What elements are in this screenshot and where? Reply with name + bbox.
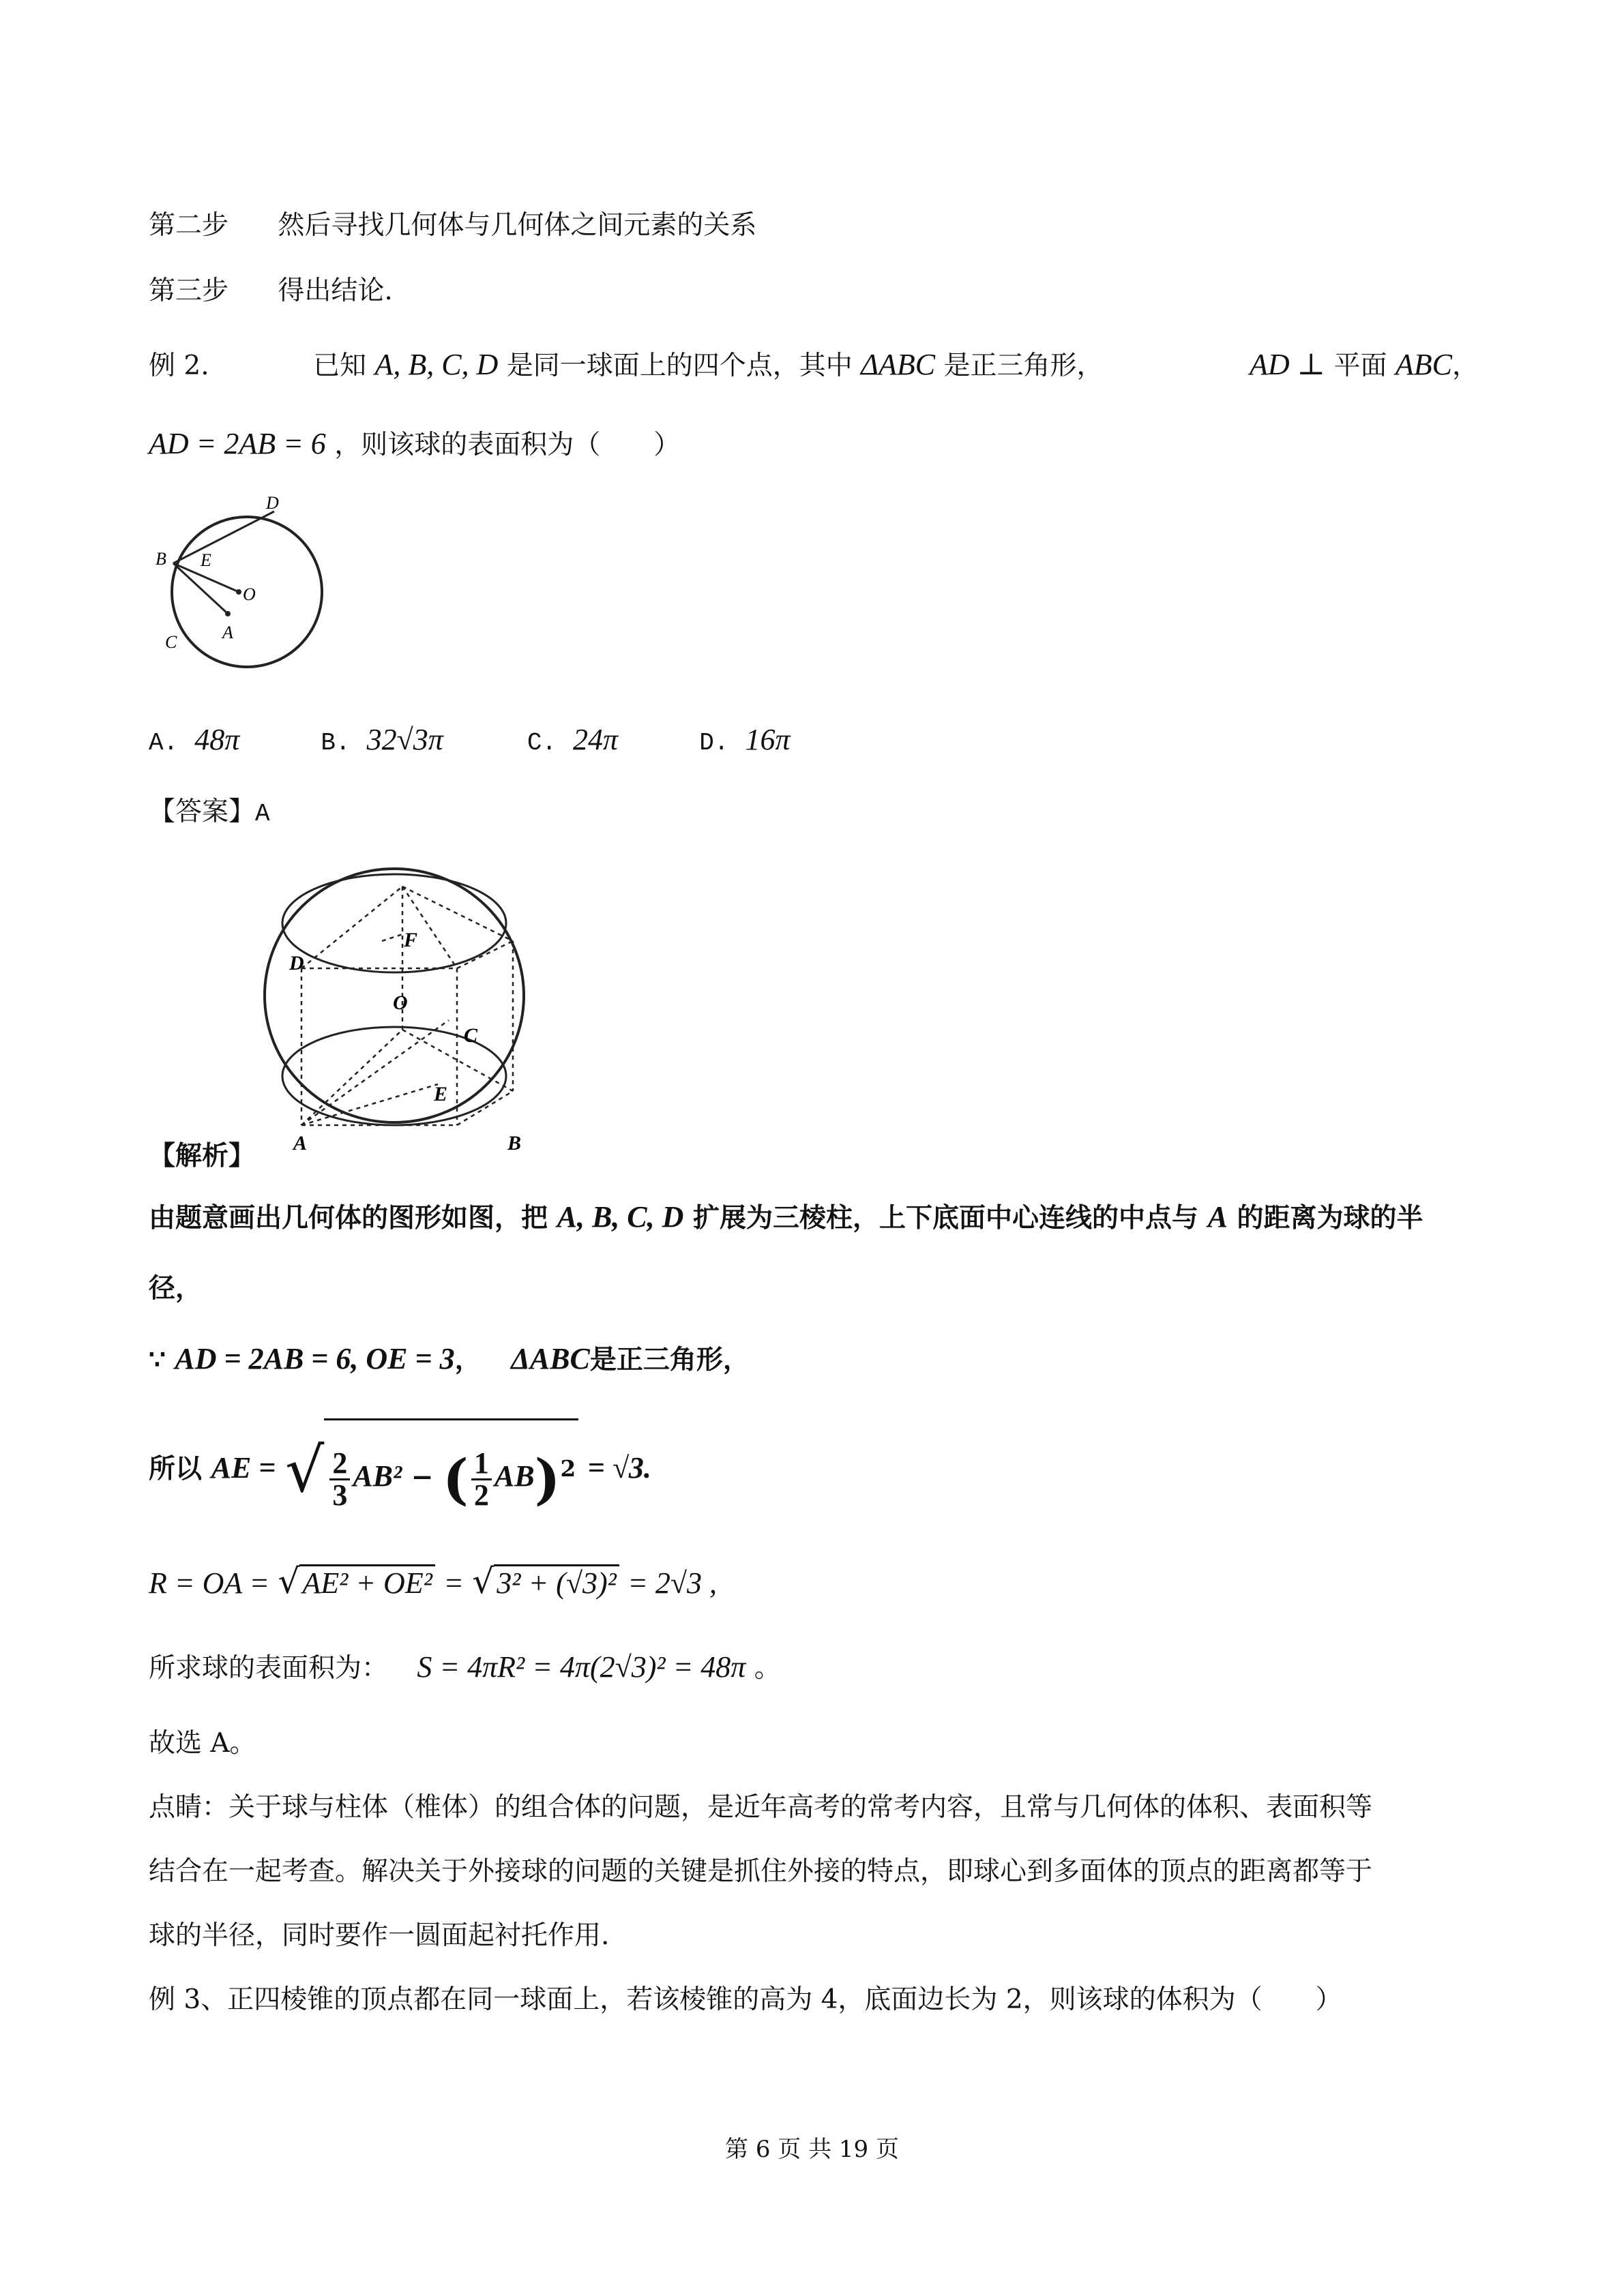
because-symbol: ∵ bbox=[149, 1344, 166, 1375]
stem-question: ，则该球的表面积为（ ） bbox=[334, 430, 681, 460]
s-prefix: 所求球的表面积为： bbox=[149, 1653, 389, 1684]
option-value: 24π bbox=[573, 723, 619, 756]
fig2-label-c: C bbox=[464, 1024, 478, 1047]
stem-comma: ， bbox=[1451, 351, 1479, 381]
stem-plane: 平面 bbox=[1333, 351, 1387, 381]
page-footer: 第 6 页 共 19 页 bbox=[725, 2136, 899, 2163]
fig2-label-o: O bbox=[393, 992, 408, 1014]
because-equation: AD = 2AB = 6, OE = 3 bbox=[175, 1342, 455, 1375]
ae-prefix: 所以 bbox=[149, 1453, 203, 1485]
paren-close: ) bbox=[534, 1447, 561, 1511]
fig1-label-o: O bbox=[243, 584, 256, 604]
option-b bbox=[321, 721, 518, 762]
ae-term1: AB² bbox=[353, 1459, 402, 1493]
remark-line2: 结合在一起考查。解决关于外接球的问题的关键是抓住外接的特点，即球心到多面体的顶点的距离都等于 bbox=[149, 1856, 1373, 1887]
because-triangle: ΔABC bbox=[511, 1342, 590, 1375]
figure-circle-diagram bbox=[147, 490, 338, 694]
fig2-label-b: B bbox=[507, 1132, 522, 1154]
step3-line bbox=[149, 273, 393, 310]
example2-label: 例 2. bbox=[149, 351, 209, 381]
option-d bbox=[699, 721, 863, 762]
fig1-label-a: A bbox=[222, 623, 233, 642]
ae-den2: 2 bbox=[473, 1478, 489, 1512]
stem-text: 是正三角形， bbox=[943, 351, 1104, 381]
analysis-point-a: A bbox=[1207, 1200, 1228, 1234]
option-letter: A. bbox=[149, 729, 179, 757]
r-eq-mid: = bbox=[443, 1566, 464, 1600]
analysis-label: 【解析】 bbox=[149, 1140, 256, 1172]
option-c bbox=[527, 721, 691, 762]
stem-triangle: ΔABC bbox=[861, 348, 936, 381]
fig1-label-d: D bbox=[266, 493, 279, 513]
ae-frac2 bbox=[471, 1448, 492, 1510]
fig2-label-f: F bbox=[404, 929, 418, 951]
sqrt-symbol: √ bbox=[284, 1435, 325, 1506]
analysis-text: 由题意画出几何体的图形如图，把 bbox=[149, 1202, 548, 1234]
r-eq-right: = 2√3 , bbox=[628, 1566, 718, 1600]
ae-term2: AB bbox=[494, 1459, 535, 1493]
ae-radicand: $\frac{2}{3}$ AB² − ( $\frac{1}{2}$ AB)$^2$ bbox=[324, 1418, 578, 1523]
fig1-label-b: B bbox=[156, 549, 166, 569]
step3-text: 得出结论. bbox=[278, 275, 393, 306]
ae-result: = √3. bbox=[587, 1451, 651, 1485]
stem-text: 已知 bbox=[313, 351, 367, 381]
r-sqrt2: 3² + (√3)² bbox=[494, 1564, 619, 1600]
because-text: 是正三角形， bbox=[589, 1344, 750, 1375]
step2-line bbox=[149, 207, 756, 244]
ae-minus: − bbox=[411, 1461, 434, 1493]
r-eq-left: R = OA = bbox=[149, 1566, 270, 1600]
ae-num2: 1 bbox=[471, 1448, 492, 1480]
option-value: 16π bbox=[745, 723, 791, 756]
figure-sphere-prism-diagram bbox=[259, 859, 587, 1173]
option-letter: C. bbox=[527, 729, 557, 757]
answer-value: A bbox=[255, 800, 270, 828]
because-line bbox=[149, 1341, 750, 1378]
option-value: 32√3π bbox=[366, 723, 443, 756]
fig1-label-e: E bbox=[201, 550, 211, 570]
option-a bbox=[149, 721, 312, 762]
r-sqrt1: AE² + OE² bbox=[299, 1564, 434, 1600]
s-equation: S = 4πR² = 4π(2√3)² = 48π bbox=[417, 1650, 746, 1684]
ae-den1: 3 bbox=[332, 1478, 348, 1512]
analysis-text: 的距离为球的半 bbox=[1237, 1202, 1423, 1234]
fig2-label-d: D bbox=[289, 952, 304, 974]
analysis-line1 bbox=[149, 1199, 1423, 1236]
analysis-text: 扩展为三棱柱，上下底面中心连线的中点与 bbox=[693, 1202, 1199, 1234]
ae-num1: 2 bbox=[329, 1448, 350, 1480]
stem-plane-name: ABC bbox=[1395, 348, 1452, 381]
ae-lhs: AE = bbox=[211, 1451, 276, 1485]
example3-line: 例 3、正四棱锥的顶点都在同一球面上，若该棱锥的高为 4，底面边长为 2，则该球的体积为（ ） bbox=[149, 1984, 1342, 2015]
option-letter: D. bbox=[699, 729, 729, 757]
step3-label: 第三步 bbox=[149, 275, 229, 306]
analysis-line2: 径， bbox=[149, 1272, 203, 1304]
answer-label: 【答案】 bbox=[149, 796, 256, 827]
paren-open: ( bbox=[443, 1447, 469, 1511]
conclusion-line: 故选 A。 bbox=[149, 1728, 256, 1759]
answer-line bbox=[149, 794, 270, 833]
because-sep: ， bbox=[454, 1344, 482, 1375]
example2-stem-line1 bbox=[149, 346, 1479, 385]
ae-formula bbox=[149, 1418, 651, 1514]
option-letter: B. bbox=[321, 729, 351, 757]
remark-line1: 点睛：关于球与柱体（椎体）的组合体的问题，是近年高考的常考内容，且常与几何体的体积、表面积等 bbox=[149, 1792, 1373, 1823]
analysis-points: A, B, C, D bbox=[557, 1200, 684, 1234]
stem-perp: AD ⊥ bbox=[1250, 348, 1326, 381]
stem-points: A, B, C, D bbox=[374, 348, 499, 381]
stem-condition: AD = 2AB = 6 bbox=[149, 427, 326, 460]
fig2-label-a: A bbox=[293, 1132, 308, 1154]
option-value: 48π bbox=[194, 723, 240, 756]
stem-perp-group bbox=[1250, 346, 1479, 385]
options-row bbox=[149, 721, 863, 762]
s-end: 。 bbox=[754, 1653, 781, 1684]
s-formula bbox=[149, 1649, 781, 1687]
fig1-label-c: C bbox=[165, 632, 177, 652]
stem-text: 是同一球面上的四个点，其中 bbox=[506, 351, 853, 381]
ae-frac1 bbox=[329, 1448, 350, 1510]
fig2-label-e: E bbox=[434, 1083, 448, 1105]
step2-text: 然后寻找几何体与几何体之间元素的关系 bbox=[278, 210, 757, 241]
example2-stem-line2 bbox=[149, 426, 680, 464]
step2-label: 第二步 bbox=[149, 210, 229, 241]
remark-line3: 球的半径，同时要作一圆面起衬托作用. bbox=[149, 1920, 610, 1951]
r-formula: R = OA = √AE² + OE² = √3² + (√3)² = 2√3 , bbox=[149, 1562, 718, 1601]
